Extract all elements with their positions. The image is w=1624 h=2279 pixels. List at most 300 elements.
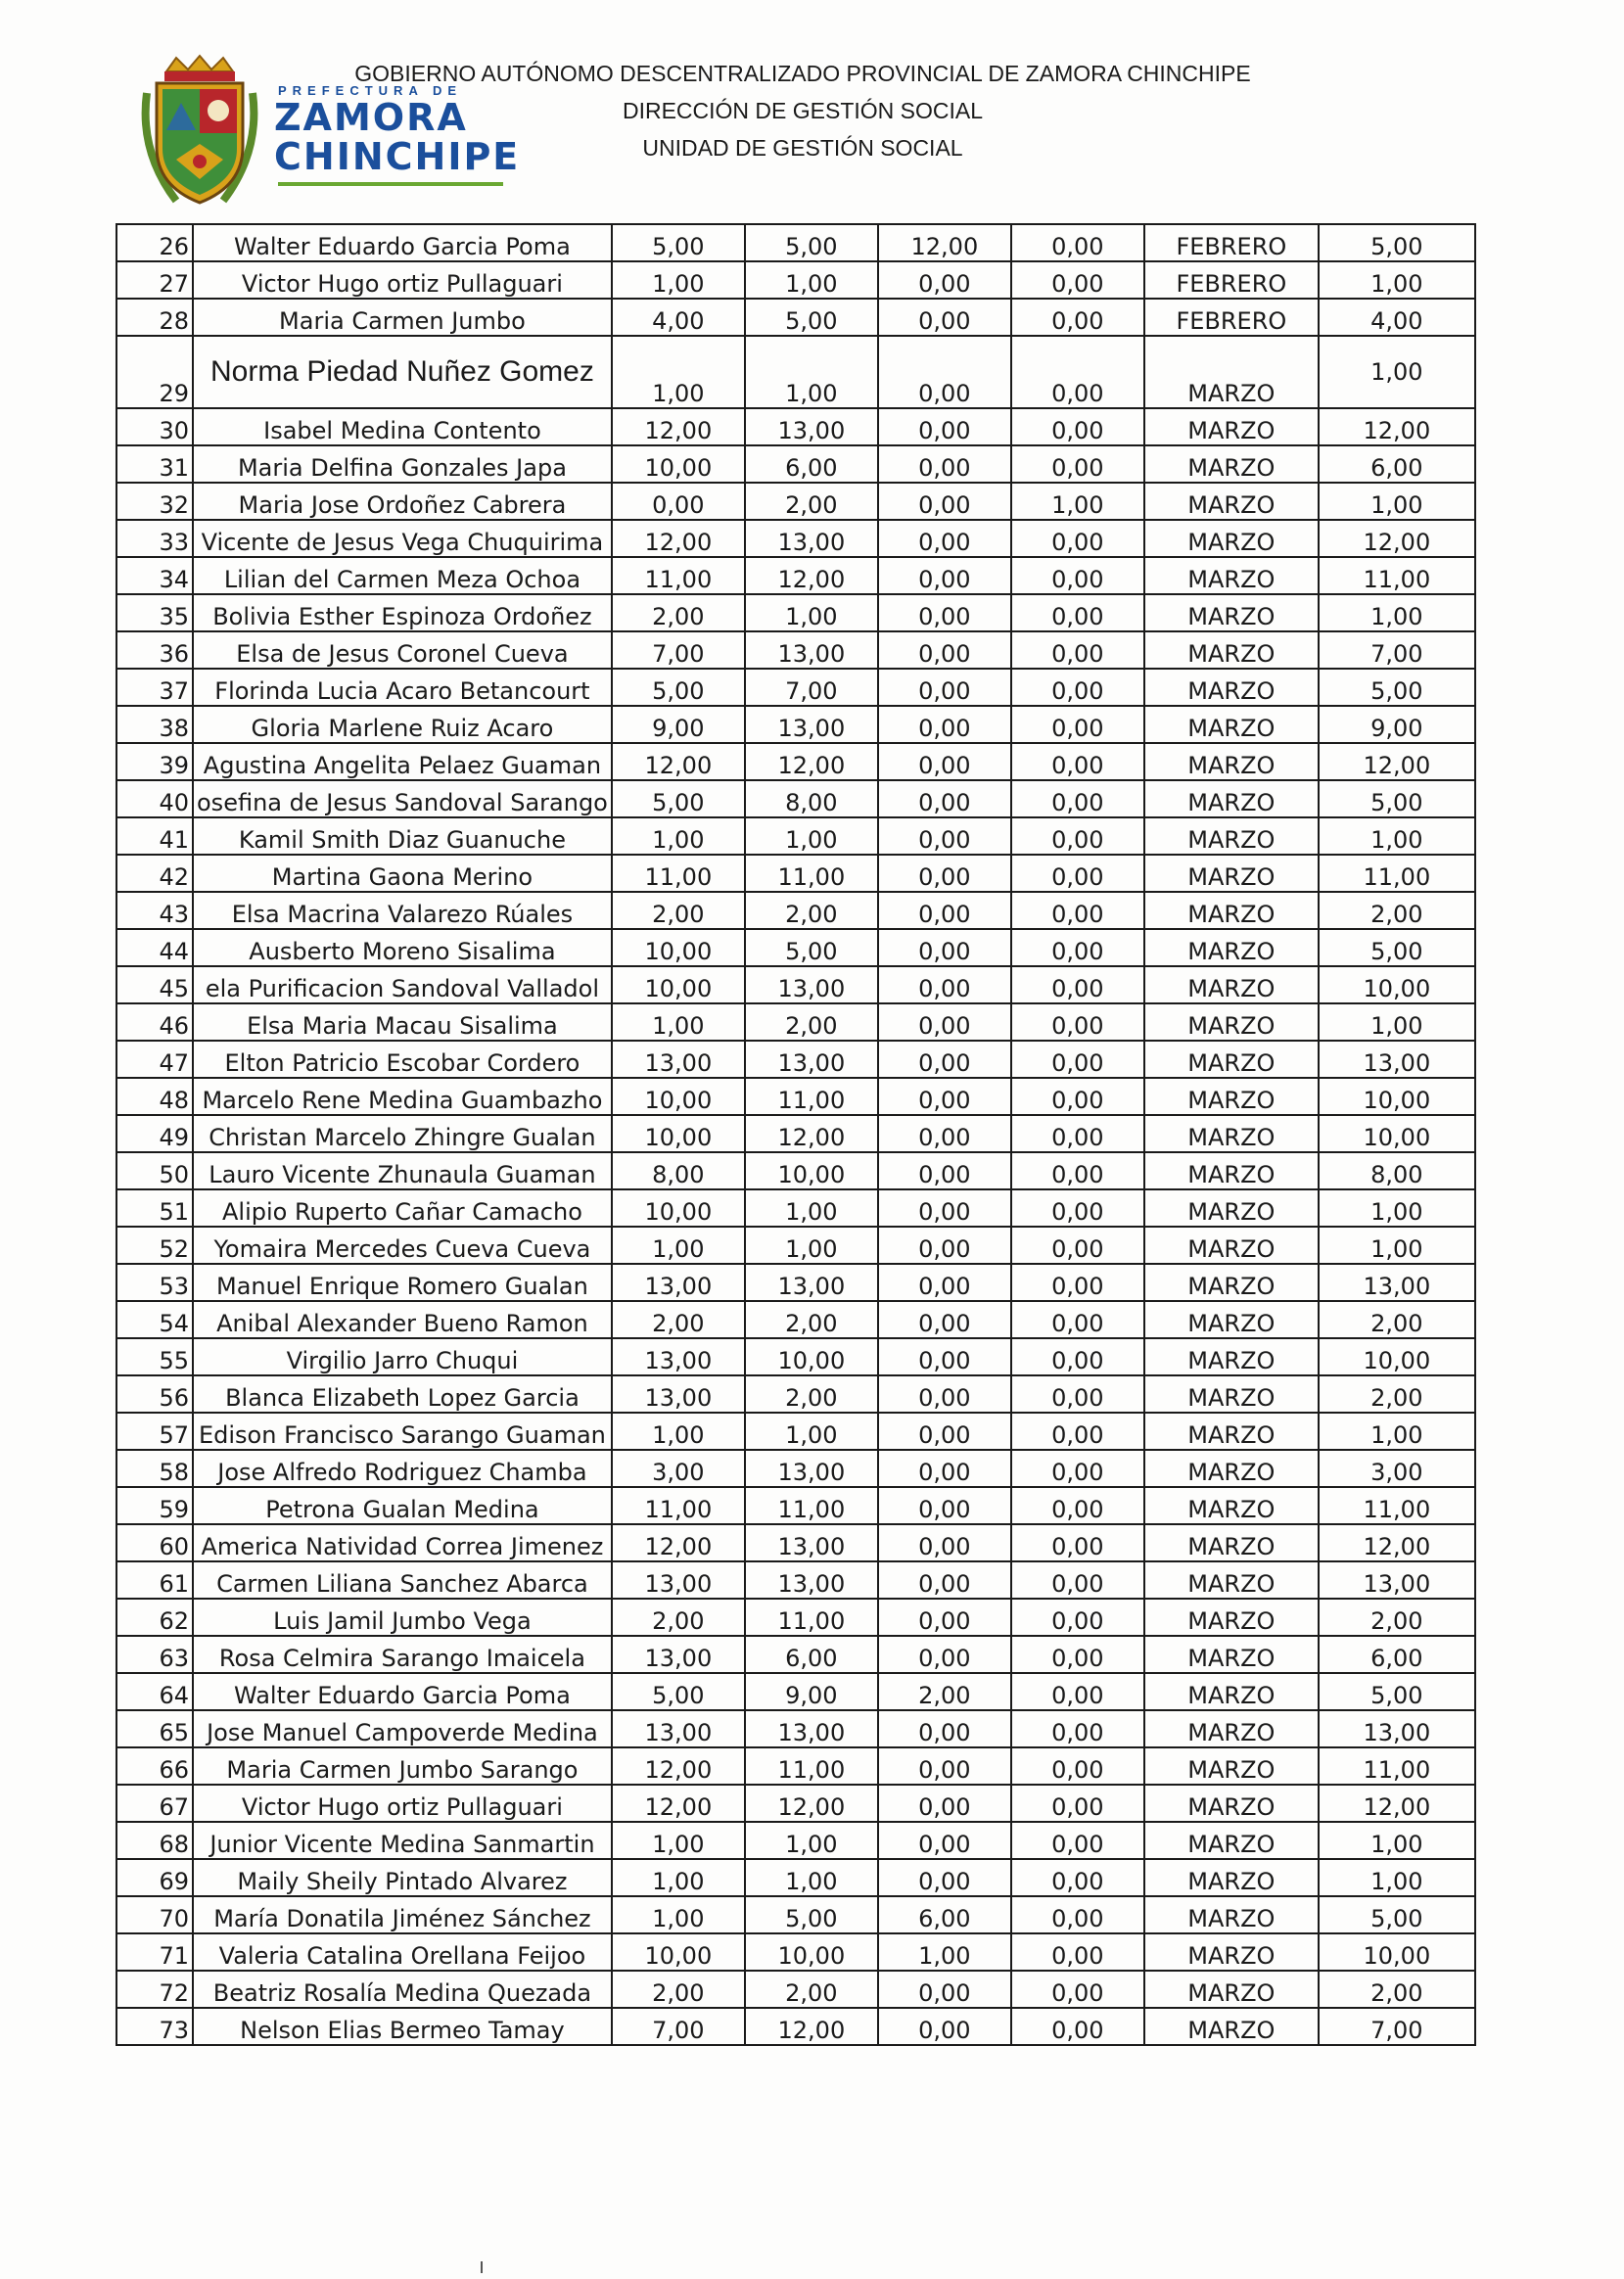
month-cell: MARZO [1144, 669, 1319, 706]
row-number-cell: 63 [116, 1636, 193, 1673]
final-value-cell: 9,00 [1319, 706, 1475, 743]
value-3-cell: 0,00 [878, 966, 1011, 1003]
value-1-cell: 13,00 [612, 1041, 745, 1078]
month-cell: MARZO [1144, 1041, 1319, 1078]
value-1-cell: 5,00 [612, 1673, 745, 1710]
row-number-cell: 68 [116, 1822, 193, 1859]
final-value-cell: 1,00 [1319, 1227, 1475, 1264]
table-row [116, 743, 1475, 780]
final-value-cell: 11,00 [1319, 1487, 1475, 1524]
row-number-cell: 62 [116, 1599, 193, 1636]
final-value-cell: 12,00 [1319, 1524, 1475, 1561]
month-cell: MARZO [1144, 1599, 1319, 1636]
month-cell: MARZO [1144, 1636, 1319, 1673]
person-name-cell: Elsa Macrina Valarezo Rúales [193, 892, 612, 929]
value-4-cell: 0,00 [1011, 1859, 1144, 1896]
value-2-cell: 7,00 [745, 669, 878, 706]
month-cell: MARZO [1144, 1896, 1319, 1933]
value-4-cell: 0,00 [1011, 669, 1144, 706]
final-value-cell: 13,00 [1319, 1264, 1475, 1301]
value-4-cell: 0,00 [1011, 445, 1144, 483]
month-cell: MARZO [1144, 1450, 1319, 1487]
value-3-cell: 0,00 [878, 1413, 1011, 1450]
month-cell: MARZO [1144, 1413, 1319, 1450]
final-value-cell: 1,00 [1319, 336, 1475, 408]
month-cell: MARZO [1144, 336, 1319, 408]
row-number-cell: 37 [116, 669, 193, 706]
value-3-cell: 0,00 [878, 1152, 1011, 1189]
row-number-cell: 60 [116, 1524, 193, 1561]
person-name-cell: Junior Vicente Medina Sanmartin [193, 1822, 612, 1859]
person-name-cell: Alipio Ruperto Cañar Camacho [193, 1189, 612, 1227]
person-name-cell: Lilian del Carmen Meza Ochoa [193, 557, 612, 594]
row-number-cell: 59 [116, 1487, 193, 1524]
value-3-cell: 0,00 [878, 445, 1011, 483]
value-1-cell: 12,00 [612, 408, 745, 445]
row-number-cell: 32 [116, 483, 193, 520]
value-1-cell: 3,00 [612, 1450, 745, 1487]
person-name-cell: Lauro Vicente Zhunaula Guaman [193, 1152, 612, 1189]
row-number-cell: 34 [116, 557, 193, 594]
table-row [116, 1301, 1475, 1338]
row-number-cell: 52 [116, 1227, 193, 1264]
value-4-cell: 0,00 [1011, 1487, 1144, 1524]
value-3-cell: 0,00 [878, 1710, 1011, 1747]
person-name-cell: Maria Delfina Gonzales Japa [193, 445, 612, 483]
month-cell: MARZO [1144, 1301, 1319, 1338]
person-name-cell: Elton Patricio Escobar Cordero [193, 1041, 612, 1078]
final-value-cell: 7,00 [1319, 2008, 1475, 2045]
person-name-cell: Marcelo Rene Medina Guambazho [193, 1078, 612, 1115]
value-3-cell: 0,00 [878, 855, 1011, 892]
value-4-cell: 0,00 [1011, 1785, 1144, 1822]
value-2-cell: 12,00 [745, 557, 878, 594]
row-number-cell: 35 [116, 594, 193, 631]
month-cell: MARZO [1144, 1710, 1319, 1747]
value-4-cell: 0,00 [1011, 743, 1144, 780]
final-value-cell: 2,00 [1319, 1599, 1475, 1636]
value-2-cell: 12,00 [745, 2008, 878, 2045]
value-4-cell: 0,00 [1011, 817, 1144, 855]
value-4-cell: 0,00 [1011, 1189, 1144, 1227]
value-3-cell: 0,00 [878, 1375, 1011, 1413]
person-name-cell: Maria Jose Ordoñez Cabrera [193, 483, 612, 520]
final-value-cell: 12,00 [1319, 743, 1475, 780]
row-number-cell: 39 [116, 743, 193, 780]
value-2-cell: 13,00 [745, 408, 878, 445]
person-name-cell: Petrona Gualan Medina [193, 1487, 612, 1524]
person-name-cell: Maily Sheily Pintado Alvarez [193, 1859, 612, 1896]
value-3-cell: 0,00 [878, 1003, 1011, 1041]
value-2-cell: 13,00 [745, 1041, 878, 1078]
row-number-cell: 66 [116, 1747, 193, 1785]
value-1-cell: 8,00 [612, 1152, 745, 1189]
month-cell: MARZO [1144, 520, 1319, 557]
value-2-cell: 1,00 [745, 1189, 878, 1227]
value-4-cell: 0,00 [1011, 1450, 1144, 1487]
value-4-cell: 0,00 [1011, 1896, 1144, 1933]
value-2-cell: 13,00 [745, 966, 878, 1003]
table-row [116, 1041, 1475, 1078]
value-4-cell: 0,00 [1011, 1561, 1144, 1599]
row-number-cell: 27 [116, 261, 193, 299]
value-1-cell: 7,00 [612, 2008, 745, 2045]
table-row [116, 1227, 1475, 1264]
value-2-cell: 12,00 [745, 743, 878, 780]
person-name-cell: Manuel Enrique Romero Gualan [193, 1264, 612, 1301]
value-2-cell: 2,00 [745, 1003, 878, 1041]
month-cell: MARZO [1144, 1152, 1319, 1189]
value-1-cell: 5,00 [612, 669, 745, 706]
value-4-cell: 0,00 [1011, 1673, 1144, 1710]
value-4-cell: 0,00 [1011, 520, 1144, 557]
table-row [116, 1152, 1475, 1189]
table-row [116, 855, 1475, 892]
value-1-cell: 1,00 [612, 1859, 745, 1896]
month-cell: MARZO [1144, 1264, 1319, 1301]
person-name-cell: Christan Marcelo Zhingre Gualan [193, 1115, 612, 1152]
row-number-cell: 61 [116, 1561, 193, 1599]
table-row [116, 1189, 1475, 1227]
value-1-cell: 2,00 [612, 1301, 745, 1338]
month-cell: MARZO [1144, 1115, 1319, 1152]
value-4-cell: 0,00 [1011, 855, 1144, 892]
value-4-cell: 0,00 [1011, 929, 1144, 966]
month-cell: MARZO [1144, 1933, 1319, 1971]
table-row [116, 1859, 1475, 1896]
final-value-cell: 6,00 [1319, 1636, 1475, 1673]
table-row [116, 299, 1475, 336]
table-row [116, 892, 1475, 929]
value-3-cell: 0,00 [878, 520, 1011, 557]
row-number-cell: 41 [116, 817, 193, 855]
person-name-cell: Anibal Alexander Bueno Ramon [193, 1301, 612, 1338]
row-number-cell: 72 [116, 1971, 193, 2008]
value-4-cell: 0,00 [1011, 966, 1144, 1003]
value-1-cell: 0,00 [612, 483, 745, 520]
value-2-cell: 2,00 [745, 1971, 878, 2008]
table-row [116, 1599, 1475, 1636]
value-1-cell: 10,00 [612, 1933, 745, 1971]
final-value-cell: 13,00 [1319, 1710, 1475, 1747]
scan-mark [481, 2261, 483, 2273]
value-4-cell: 0,00 [1011, 631, 1144, 669]
table-row [116, 1710, 1475, 1747]
month-cell: MARZO [1144, 1673, 1319, 1710]
row-number-cell: 33 [116, 520, 193, 557]
value-3-cell: 0,00 [878, 1078, 1011, 1115]
final-value-cell: 12,00 [1319, 520, 1475, 557]
person-name-cell: Victor Hugo ortiz Pullaguari [193, 1785, 612, 1822]
value-2-cell: 11,00 [745, 1599, 878, 1636]
final-value-cell: 1,00 [1319, 1822, 1475, 1859]
month-cell: MARZO [1144, 1338, 1319, 1375]
person-name-cell: Walter Eduardo Garcia Poma [193, 1673, 612, 1710]
value-3-cell: 0,00 [878, 1971, 1011, 2008]
value-4-cell: 0,00 [1011, 1152, 1144, 1189]
org-line-1: GOBIERNO AUTÓNOMO DESCENTRALIZADO PROVINCIAL DE ZAMORA CHINCHIPE [354, 61, 1251, 86]
value-1-cell: 2,00 [612, 1599, 745, 1636]
value-3-cell: 0,00 [878, 336, 1011, 408]
final-value-cell: 5,00 [1319, 669, 1475, 706]
month-cell: MARZO [1144, 1971, 1319, 2008]
final-value-cell: 13,00 [1319, 1041, 1475, 1078]
table-row [116, 1487, 1475, 1524]
table-row [116, 594, 1475, 631]
table-row [116, 817, 1475, 855]
value-3-cell: 0,00 [878, 1822, 1011, 1859]
value-3-cell: 0,00 [878, 1636, 1011, 1673]
value-1-cell: 10,00 [612, 929, 745, 966]
value-3-cell: 0,00 [878, 1524, 1011, 1561]
person-name-cell: Elsa de Jesus Coronel Cueva [193, 631, 612, 669]
value-1-cell: 2,00 [612, 1971, 745, 2008]
value-4-cell: 0,00 [1011, 1822, 1144, 1859]
logo-line-1: ZAMORA [274, 96, 468, 139]
value-4-cell: 0,00 [1011, 224, 1144, 261]
month-cell: MARZO [1144, 631, 1319, 669]
value-1-cell: 2,00 [612, 892, 745, 929]
row-number-cell: 54 [116, 1301, 193, 1338]
value-4-cell: 1,00 [1011, 483, 1144, 520]
person-name-cell: Virgilio Jarro Chuqui [193, 1338, 612, 1375]
value-1-cell: 11,00 [612, 855, 745, 892]
value-2-cell: 2,00 [745, 892, 878, 929]
person-name-cell: Martina Gaona Merino [193, 855, 612, 892]
value-3-cell: 0,00 [878, 743, 1011, 780]
month-cell: FEBRERO [1144, 261, 1319, 299]
row-number-cell: 64 [116, 1673, 193, 1710]
value-3-cell: 0,00 [878, 817, 1011, 855]
value-2-cell: 1,00 [745, 261, 878, 299]
value-2-cell: 1,00 [745, 1227, 878, 1264]
table-row [116, 1003, 1475, 1041]
value-4-cell: 0,00 [1011, 594, 1144, 631]
value-3-cell: 0,00 [878, 1785, 1011, 1822]
month-cell: MARZO [1144, 892, 1319, 929]
row-number-cell: 71 [116, 1933, 193, 1971]
final-value-cell: 3,00 [1319, 1450, 1475, 1487]
value-4-cell: 0,00 [1011, 1599, 1144, 1636]
table-row [116, 1450, 1475, 1487]
final-value-cell: 11,00 [1319, 855, 1475, 892]
value-4-cell: 0,00 [1011, 1933, 1144, 1971]
final-value-cell: 1,00 [1319, 1413, 1475, 1450]
value-1-cell: 1,00 [612, 1822, 745, 1859]
value-2-cell: 10,00 [745, 1338, 878, 1375]
value-1-cell: 13,00 [612, 1338, 745, 1375]
value-2-cell: 12,00 [745, 1115, 878, 1152]
final-value-cell: 2,00 [1319, 1301, 1475, 1338]
value-1-cell: 7,00 [612, 631, 745, 669]
final-value-cell: 10,00 [1319, 1933, 1475, 1971]
value-2-cell: 10,00 [745, 1933, 878, 1971]
month-cell: MARZO [1144, 817, 1319, 855]
final-value-cell: 1,00 [1319, 1003, 1475, 1041]
table-row [116, 1971, 1475, 2008]
value-1-cell: 10,00 [612, 1115, 745, 1152]
value-2-cell: 1,00 [745, 1859, 878, 1896]
person-name-cell: America Natividad Correa Jimenez [193, 1524, 612, 1561]
person-name-cell: Nelson Elias Bermeo Tamay [193, 2008, 612, 2045]
row-number-cell: 58 [116, 1450, 193, 1487]
value-2-cell: 1,00 [745, 1413, 878, 1450]
month-cell: MARZO [1144, 966, 1319, 1003]
value-4-cell: 0,00 [1011, 780, 1144, 817]
org-line-3: UNIDAD DE GESTIÓN SOCIAL [642, 135, 963, 161]
value-3-cell: 0,00 [878, 261, 1011, 299]
final-value-cell: 12,00 [1319, 408, 1475, 445]
value-3-cell: 6,00 [878, 1896, 1011, 1933]
person-name-cell: Victor Hugo ortiz Pullaguari [193, 261, 612, 299]
row-number-cell: 49 [116, 1115, 193, 1152]
value-2-cell: 11,00 [745, 1078, 878, 1115]
month-cell: MARZO [1144, 1487, 1319, 1524]
person-name-cell: osefina de Jesus Sandoval Sarango [193, 780, 612, 817]
final-value-cell: 2,00 [1319, 892, 1475, 929]
table-row [116, 1933, 1475, 1971]
value-3-cell: 0,00 [878, 1041, 1011, 1078]
person-name-cell: María Donatila Jiménez Sánchez [193, 1896, 612, 1933]
row-number-cell: 30 [116, 408, 193, 445]
person-name-cell: Kamil Smith Diaz Guanuche [193, 817, 612, 855]
person-name-cell: ela Purificacion Sandoval Valladol [193, 966, 612, 1003]
table-row [116, 1375, 1475, 1413]
value-3-cell: 0,00 [878, 1561, 1011, 1599]
row-number-cell: 31 [116, 445, 193, 483]
table-row [116, 1264, 1475, 1301]
logo-underline [278, 182, 503, 186]
table-row [116, 557, 1475, 594]
value-1-cell: 10,00 [612, 966, 745, 1003]
value-4-cell: 0,00 [1011, 336, 1144, 408]
value-1-cell: 5,00 [612, 780, 745, 817]
person-name-cell: Valeria Catalina Orellana Feijoo [193, 1933, 612, 1971]
row-number-cell: 51 [116, 1189, 193, 1227]
table-row [116, 520, 1475, 557]
value-1-cell: 13,00 [612, 1636, 745, 1673]
value-1-cell: 10,00 [612, 1189, 745, 1227]
table-row [116, 1338, 1475, 1375]
value-1-cell: 10,00 [612, 1078, 745, 1115]
value-2-cell: 1,00 [745, 1822, 878, 1859]
month-cell: MARZO [1144, 557, 1319, 594]
value-1-cell: 11,00 [612, 557, 745, 594]
table-row [116, 631, 1475, 669]
person-name-cell: Ausberto Moreno Sisalima [193, 929, 612, 966]
final-value-cell: 10,00 [1319, 1115, 1475, 1152]
row-number-cell: 45 [116, 966, 193, 1003]
value-2-cell: 13,00 [745, 1524, 878, 1561]
row-number-cell: 29 [116, 336, 193, 408]
value-2-cell: 8,00 [745, 780, 878, 817]
row-number-cell: 40 [116, 780, 193, 817]
value-4-cell: 0,00 [1011, 1078, 1144, 1115]
month-cell: MARZO [1144, 1747, 1319, 1785]
value-2-cell: 13,00 [745, 1450, 878, 1487]
value-2-cell: 6,00 [745, 445, 878, 483]
row-number-cell: 55 [116, 1338, 193, 1375]
value-2-cell: 5,00 [745, 929, 878, 966]
value-2-cell: 6,00 [745, 1636, 878, 1673]
value-3-cell: 0,00 [878, 1189, 1011, 1227]
row-number-cell: 53 [116, 1264, 193, 1301]
month-cell: MARZO [1144, 1375, 1319, 1413]
value-4-cell: 0,00 [1011, 1041, 1144, 1078]
value-4-cell: 0,00 [1011, 706, 1144, 743]
value-3-cell: 0,00 [878, 1115, 1011, 1152]
value-1-cell: 12,00 [612, 520, 745, 557]
row-number-cell: 67 [116, 1785, 193, 1822]
final-value-cell: 1,00 [1319, 1189, 1475, 1227]
value-3-cell: 0,00 [878, 1859, 1011, 1896]
value-2-cell: 1,00 [745, 336, 878, 408]
value-3-cell: 0,00 [878, 1450, 1011, 1487]
table-row [116, 261, 1475, 299]
logo-small-text: PREFECTURA DE [278, 83, 463, 98]
table-row [116, 669, 1475, 706]
table-row [116, 1078, 1475, 1115]
value-3-cell: 0,00 [878, 299, 1011, 336]
value-3-cell: 0,00 [878, 408, 1011, 445]
value-3-cell: 2,00 [878, 1673, 1011, 1710]
value-1-cell: 12,00 [612, 1785, 745, 1822]
row-number-cell: 44 [116, 929, 193, 966]
person-name-cell: Maria Carmen Jumbo Sarango [193, 1747, 612, 1785]
value-4-cell: 0,00 [1011, 1375, 1144, 1413]
table-row [116, 1822, 1475, 1859]
final-value-cell: 5,00 [1319, 224, 1475, 261]
value-2-cell: 11,00 [745, 1747, 878, 1785]
final-value-cell: 2,00 [1319, 1375, 1475, 1413]
value-2-cell: 13,00 [745, 1710, 878, 1747]
person-name-cell: Elsa Maria Macau Sisalima [193, 1003, 612, 1041]
value-4-cell: 0,00 [1011, 1338, 1144, 1375]
table-row [116, 445, 1475, 483]
final-value-cell: 4,00 [1319, 299, 1475, 336]
month-cell: MARZO [1144, 1003, 1319, 1041]
value-4-cell: 0,00 [1011, 1227, 1144, 1264]
row-number-cell: 50 [116, 1152, 193, 1189]
month-cell: MARZO [1144, 743, 1319, 780]
month-cell: FEBRERO [1144, 224, 1319, 261]
row-number-cell: 38 [116, 706, 193, 743]
value-2-cell: 10,00 [745, 1152, 878, 1189]
value-1-cell: 1,00 [612, 261, 745, 299]
month-cell: MARZO [1144, 1859, 1319, 1896]
month-cell: MARZO [1144, 1785, 1319, 1822]
value-1-cell: 1,00 [612, 336, 745, 408]
value-2-cell: 13,00 [745, 1561, 878, 1599]
final-value-cell: 1,00 [1319, 483, 1475, 520]
value-4-cell: 0,00 [1011, 1636, 1144, 1673]
month-cell: FEBRERO [1144, 299, 1319, 336]
value-4-cell: 0,00 [1011, 261, 1144, 299]
month-cell: MARZO [1144, 2008, 1319, 2045]
value-1-cell: 10,00 [612, 445, 745, 483]
row-number-cell: 56 [116, 1375, 193, 1413]
value-3-cell: 0,00 [878, 669, 1011, 706]
logo-line-2: CHINCHIPE [274, 135, 521, 178]
month-cell: MARZO [1144, 1561, 1319, 1599]
document-header [0, 0, 1624, 225]
table-row [116, 1524, 1475, 1561]
person-name-cell: Agustina Angelita Pelaez Guaman [193, 743, 612, 780]
coat-of-arms-icon [137, 54, 262, 210]
row-number-cell: 65 [116, 1710, 193, 1747]
value-1-cell: 12,00 [612, 1524, 745, 1561]
value-2-cell: 2,00 [745, 1375, 878, 1413]
